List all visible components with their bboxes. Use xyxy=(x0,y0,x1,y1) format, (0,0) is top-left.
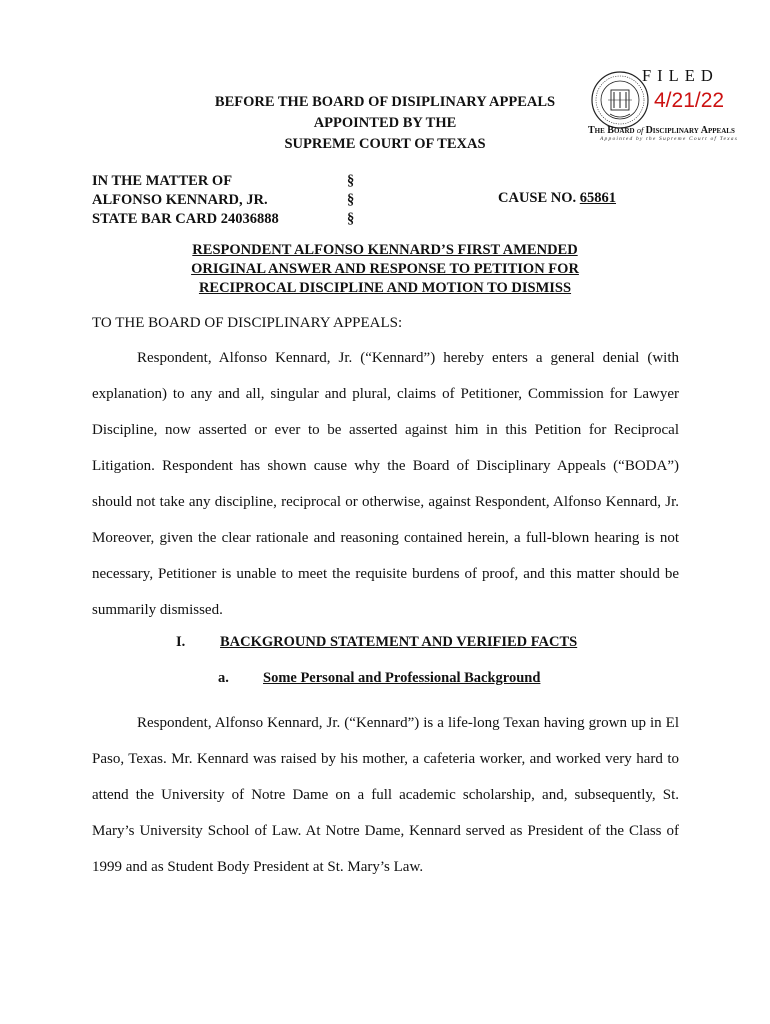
paragraph-intro-text: Respondent, Alfonso Kennard, Jr. (“Kennard”) hereby enters a general denial (with explanation) to any and all, singular and plural, claims of Petitioner, Commission for Lawyer Discipline, now asserted or ever to be asserted against him in this Petition for Reciprocal Litigation. Respondent has shown cause why the Board of Disciplinary Appeals (“BODA”) should not take any discipline, reciprocal or otherwise, against Respondent, Alfonso Kennard, Jr. Moreover, given the clear rationale and reasoning contained herein, a full-blown hearing is not necessary, Petitioner is unable to meet the requisite burdens of proof, and this matter should be summarily dismissed. xyxy=(92,350,679,618)
subsection-title: Some Personal and Professional Background xyxy=(263,670,541,686)
title-line-1: RESPONDENT ALFONSO KENNARD’S FIRST AMENDED xyxy=(192,242,578,258)
section-symbol: § xyxy=(347,211,355,227)
matter-line-2: ALFONSO KENNARD, JR. xyxy=(92,192,268,208)
subsection-heading xyxy=(218,670,540,687)
court-line-1: BEFORE THE BOARD OF DISIPLINARY APPEALS xyxy=(214,94,556,110)
matter-line-3: STATE BAR CARD 24036888 xyxy=(92,211,279,227)
section-symbol: § xyxy=(347,192,355,208)
board-name-pre: The Board xyxy=(588,125,635,136)
board-name xyxy=(588,125,738,136)
cause-number-value: 65861 xyxy=(579,190,617,206)
court-header xyxy=(150,92,620,155)
matter-caption xyxy=(92,172,279,229)
matter-line-1: IN THE MATTER OF xyxy=(92,173,233,189)
section-number: I. xyxy=(176,634,186,650)
title-line-3: RECIPROCAL DISCIPLINE AND MOTION TO DISMISS xyxy=(198,280,572,296)
court-line-2: APPOINTED BY THE xyxy=(313,115,457,131)
section-symbols xyxy=(347,172,354,229)
cause-number xyxy=(498,190,616,207)
section-symbol: § xyxy=(347,173,355,189)
document-title xyxy=(150,241,620,298)
paragraph-background xyxy=(92,705,679,885)
seal-icon xyxy=(590,70,650,130)
filed-label: FILED xyxy=(642,66,719,85)
board-appointed-line: Appointed by the Supreme Court of Texas xyxy=(600,136,739,142)
title-line-2: ORIGINAL ANSWER AND RESPONSE TO PETITION FOR xyxy=(191,261,579,277)
board-name-of: of xyxy=(636,125,644,135)
paragraph-background-text: Respondent, Alfonso Kennard, Jr. (“Kennard”) is a life-long Texan having grown up in El Paso, Texas. Mr. Kennard was raised by his mother, a cafeteria worker, and worked very hard to attend the University of Notre Dame on a full academic scholarship, and, subsequently, St. Mary’s University School of Law. At Notre Dame, Kennard served as President of the Class of 1999 and as Student Body President at St. Mary’s Law. xyxy=(92,715,679,875)
filed-date: 4/21/22 xyxy=(654,89,725,112)
court-line-3: SUPREME COURT OF TEXAS xyxy=(284,136,486,152)
salutation: TO THE BOARD OF DISCIPLINARY APPEALS: xyxy=(92,315,403,331)
paragraph-intro xyxy=(92,340,679,628)
section-heading xyxy=(176,634,577,651)
cause-label: CAUSE NO. xyxy=(498,190,577,206)
section-title: BACKGROUND STATEMENT AND VERIFIED FACTS xyxy=(220,634,578,650)
board-name-post: Disciplinary Appeals xyxy=(645,125,735,136)
subsection-number: a. xyxy=(218,670,229,686)
